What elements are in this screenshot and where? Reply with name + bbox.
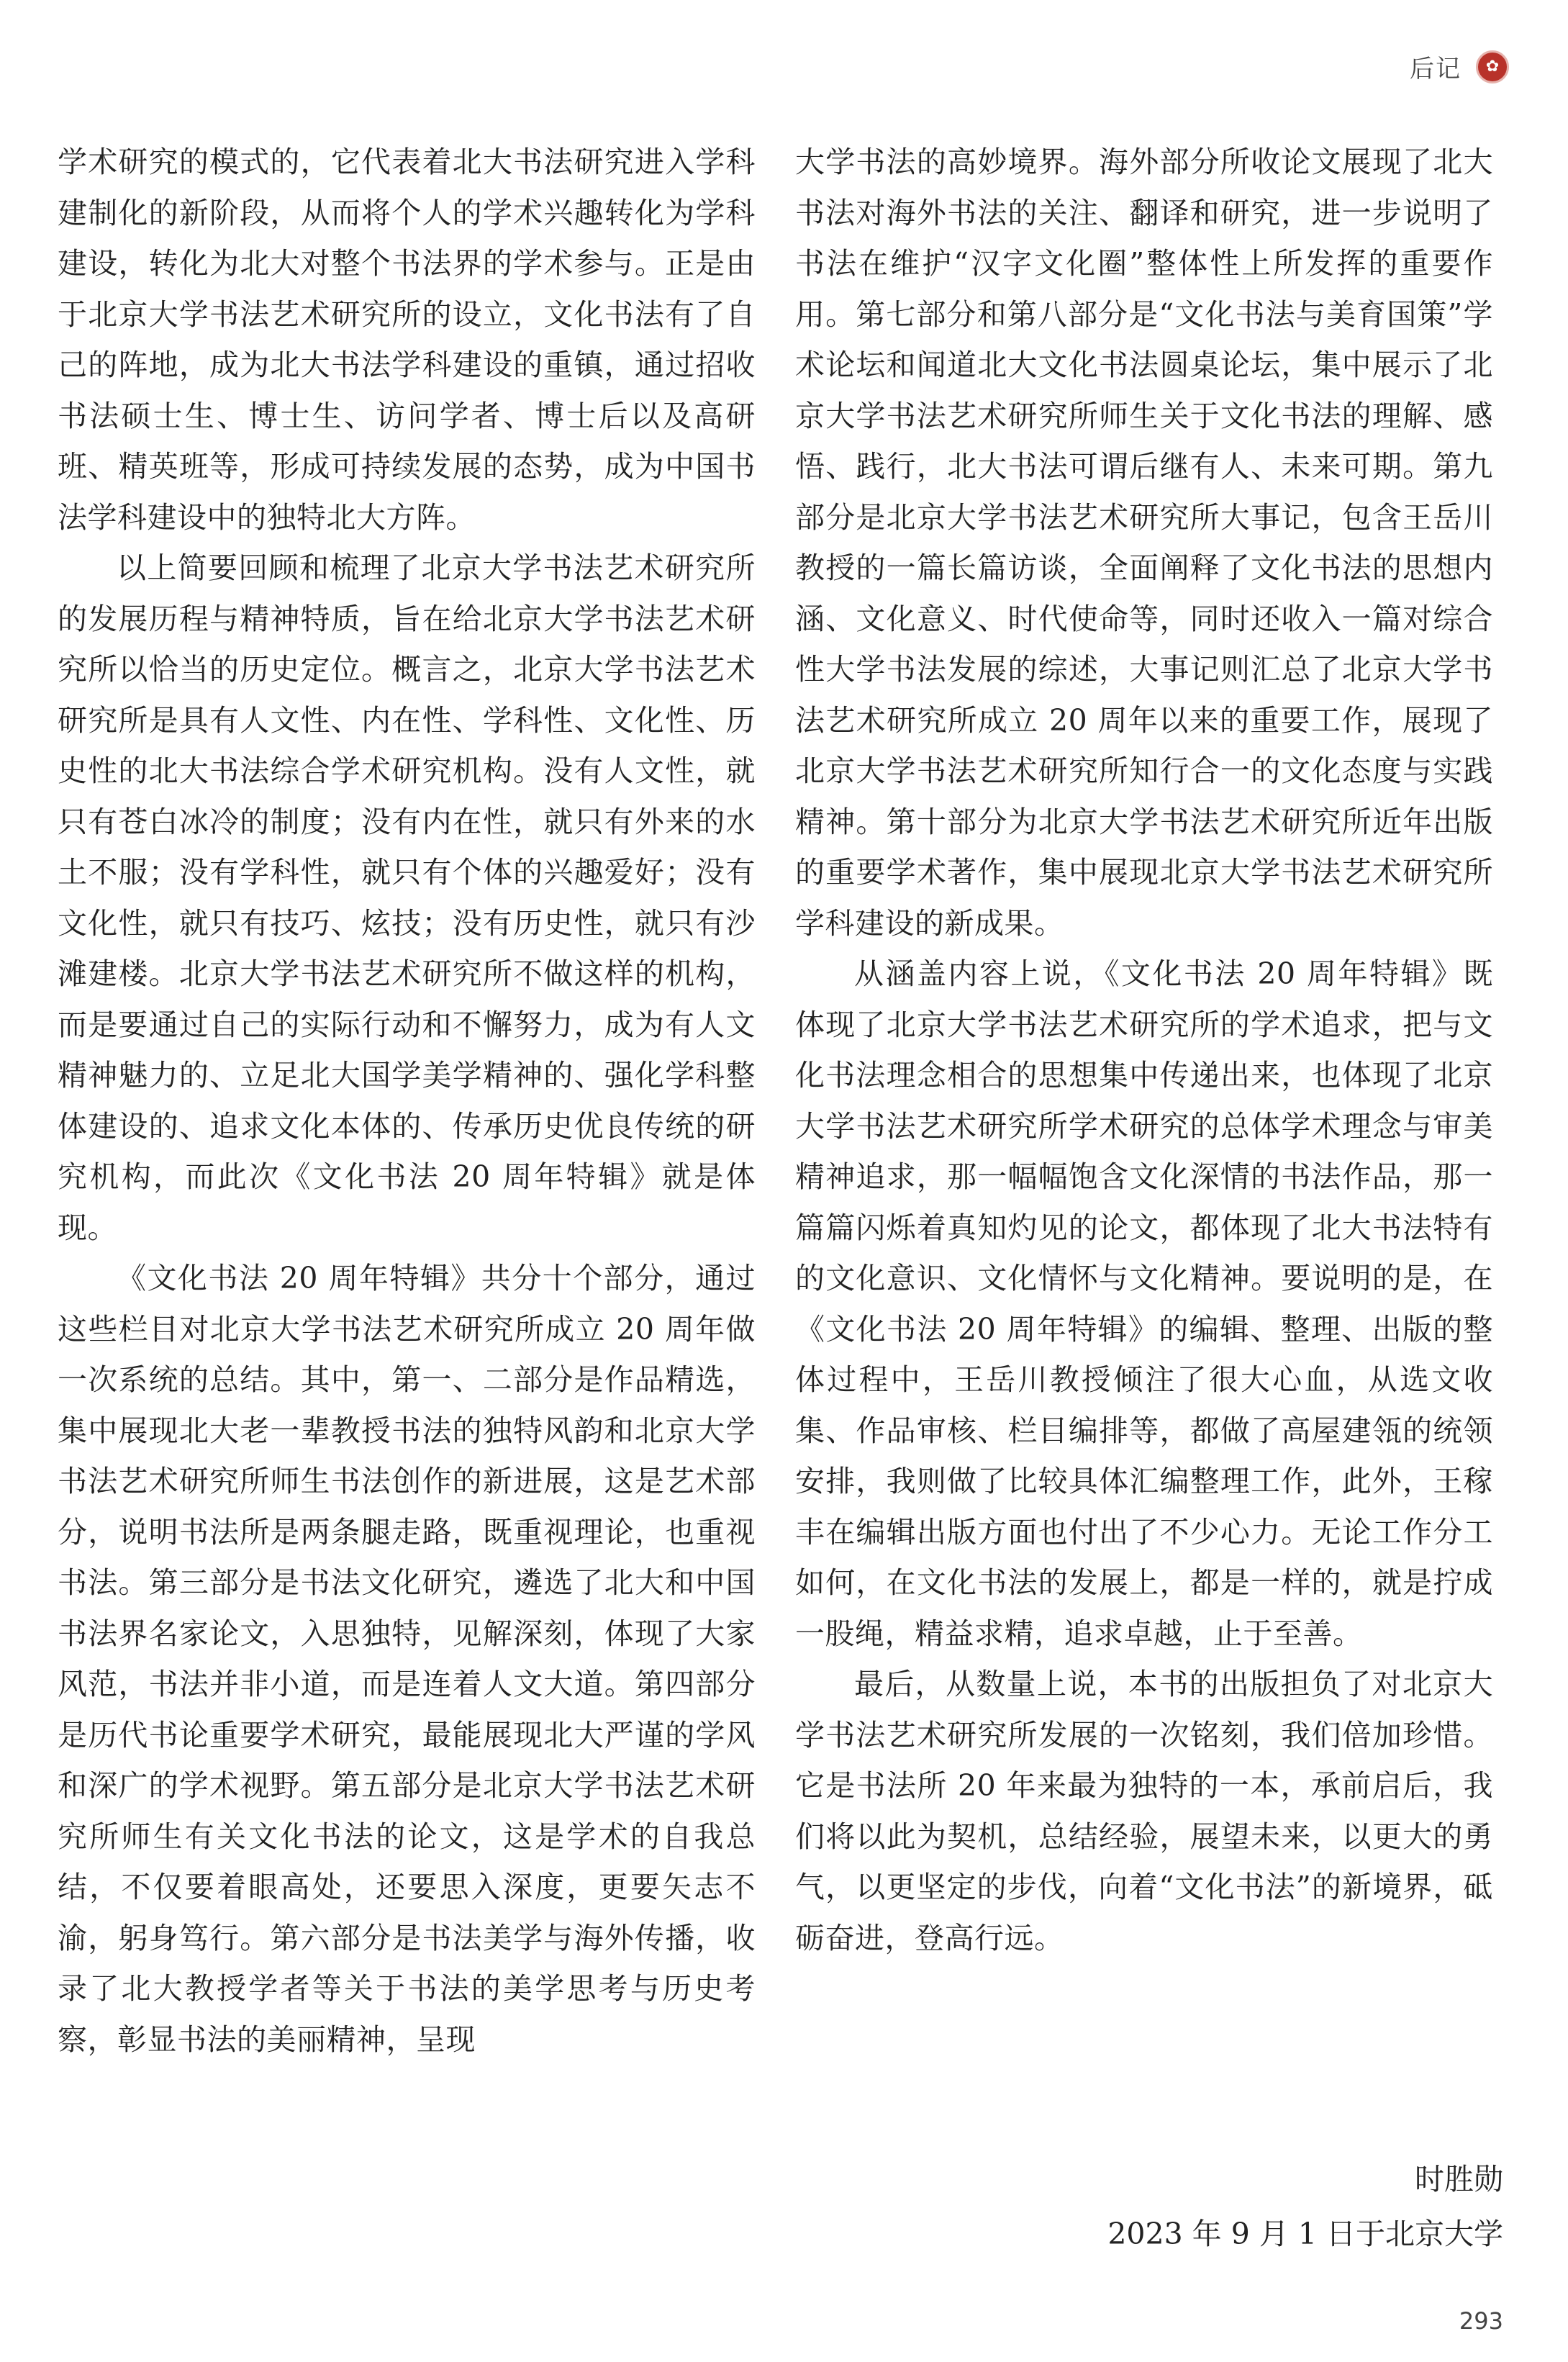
left-column [58, 137, 756, 2065]
paragraph-conclusion: 最后，从数量上说，本书的出版担负了对北京大学书法艺术研究所发展的一次铭刻，我们倍加珍惜。它是书法所 20 年来最为独特的一本，承前启后，我们将以此为契机，总结经验，展望未来，以更大的勇气，以更坚定的步伐，向着“文化书法”的新境界，砥砺奋进，登高行远。 [795, 1667, 1493, 1955]
paragraph-structure-continued: 大学书法的高妙境界。海外部分所收论文展现了北大书法对海外书法的关注、翻译和研究，进一步说明了书法在维护“汉字文化圈”整体性上所发挥的重要作用。第七部分和第八部分是“文化书法与美育国策”学术论坛和闻道北大文化书法圆桌论坛，集中展示了北京大学书法艺术研究所师生关于文化书法的理解、感悟、践行，北大书法可谓后继有人、未来可期。第九部分是北京大学书法艺术研究所大事记，包含王岳川教授的一篇长篇访谈，全面阐释了文化书法的思想内涵、文化意义、时代使命等，同时还收入一篇对综合性大学书法发展的综述，大事记则汇总了北京大学书法艺术研究所成立 20 周年以来的重要工作，展现了北京大学书法艺术研究所知行合一的文化态度与实践精神。第十部分为北京大学书法艺术研究所近年出版的重要学术著作，集中展现北京大学书法艺术研究所学科建设的新成果。 [795, 145, 1493, 941]
right-column [795, 137, 1493, 1963]
paragraph-structure: 《文化书法 20 周年特辑》共分十个部分，通过这些栏目对北京大学书法艺术研究所成立 20 周年做一次系统的总结。其中，第一、二部分是作品精选，集中展现北大老一辈教授书法的独特风韵和北京大学书法艺术研究所师生书法创作的新进展，这是艺术部分，说明书法所是两条腿走路，既重视理论，也重视书法。第三部分是书法文化研究，遴选了北大和中国书法界名家论文，入思独特，见解深刻，体现了大家风范，书法并非小道，而是连着人文大道。第四部分是历代书论重要学术研究，最能展现北大严谨的学风和深广的学术视野。第五部分是北京大学书法艺术研究所师生有关文化书法的论文，这是学术的自我总结，不仅要着眼高处，还要思入深度，更要矢志不渝，躬身笃行。第六部分是书法美学与海外传播，收录了北大教授学者等关于书法的美学思考与历史考察，彰显书法的美丽精神，呈现 [58, 1261, 756, 2057]
paragraph-summary: 以上简要回顾和梳理了北京大学书法艺术研究所的发展历程与精神特质，旨在给北京大学书法艺术研究所以恰当的历史定位。概言之，北京大学书法艺术研究所是具有人文性、内在性、学科性、文化性、历史性的北大书法综合学术研究机构。没有人文性，就只有苍白冰冷的制度；没有内在性，就只有外来的水土不服；没有学科性，就只有个体的兴趣爱好；没有文化性，就只有技巧、炫技；没有历史性，就只有沙滩建楼。北京大学书法艺术研究所不做这样的机构，而是要通过自己的实际行动和不懈努力，成为有人文精神魅力的、立足北大国学美学精神的、强化学科整体建设的、追求文化本体的、传承历史优良传统的研究机构，而此次《文化书法 20 周年特辑》就是体现。 [58, 551, 756, 1245]
running-header-title: 后记 [1410, 55, 1461, 83]
seal-glyph: ✿ [1485, 58, 1500, 76]
page-header [1410, 49, 1509, 84]
page-number: 293 [1459, 2307, 1503, 2335]
paragraph-content-scope: 从涵盖内容上说，《文化书法 20 周年特辑》既体现了北京大学书法艺术研究所的学术追求，把与文化书法理念相合的思想集中传递出来，也体现了北京大学书法艺术研究所学术研究的总体学术理念与审美精神追求，那一幅幅饱含文化深情的书法作品，那一篇篇闪烁着真知灼见的论文，都体现了北大书法特有的文化意识、文化情怀与文化精神。要说明的是，在《文化书法 20 周年特辑》的编辑、整理、出版的整体过程中，王岳川教授倾注了很大心血，从选文收集、作品审核、栏目编排等，都做了高屋建瓴的统领安排，我则做了比较具体汇编整理工作，此外，王稼丰在编辑出版方面也付出了不少心力。无论工作分工如何，在文化书法的发展上，都是一样的，就是拧成一股绳，精益求精，追求卓越，止于至善。 [795, 956, 1493, 1651]
date-place: 2023 年 9 月 1 日于北京大学 [1107, 2217, 1503, 2251]
paragraph-continuation: 学术研究的模式的，它代表着北大书法研究进入学科建制化的新阶段，从而将个人的学术兴趣转化为学科建设，转化为北大对整个书法界的学术参与。正是由于北京大学书法艺术研究所的设立，文化书法有了自己的阵地，成为北大书法学科建设的重镇，通过招收书法硕士生、博士生、访问学者、博士后以及高研班、精英班等，形成可持续发展的态势，成为中国书法学科建设中的独特北大方阵。 [58, 145, 756, 535]
author-name: 时胜勋 [1415, 2162, 1503, 2196]
seal-icon [1476, 50, 1509, 83]
signature-block [1107, 2152, 1503, 2261]
